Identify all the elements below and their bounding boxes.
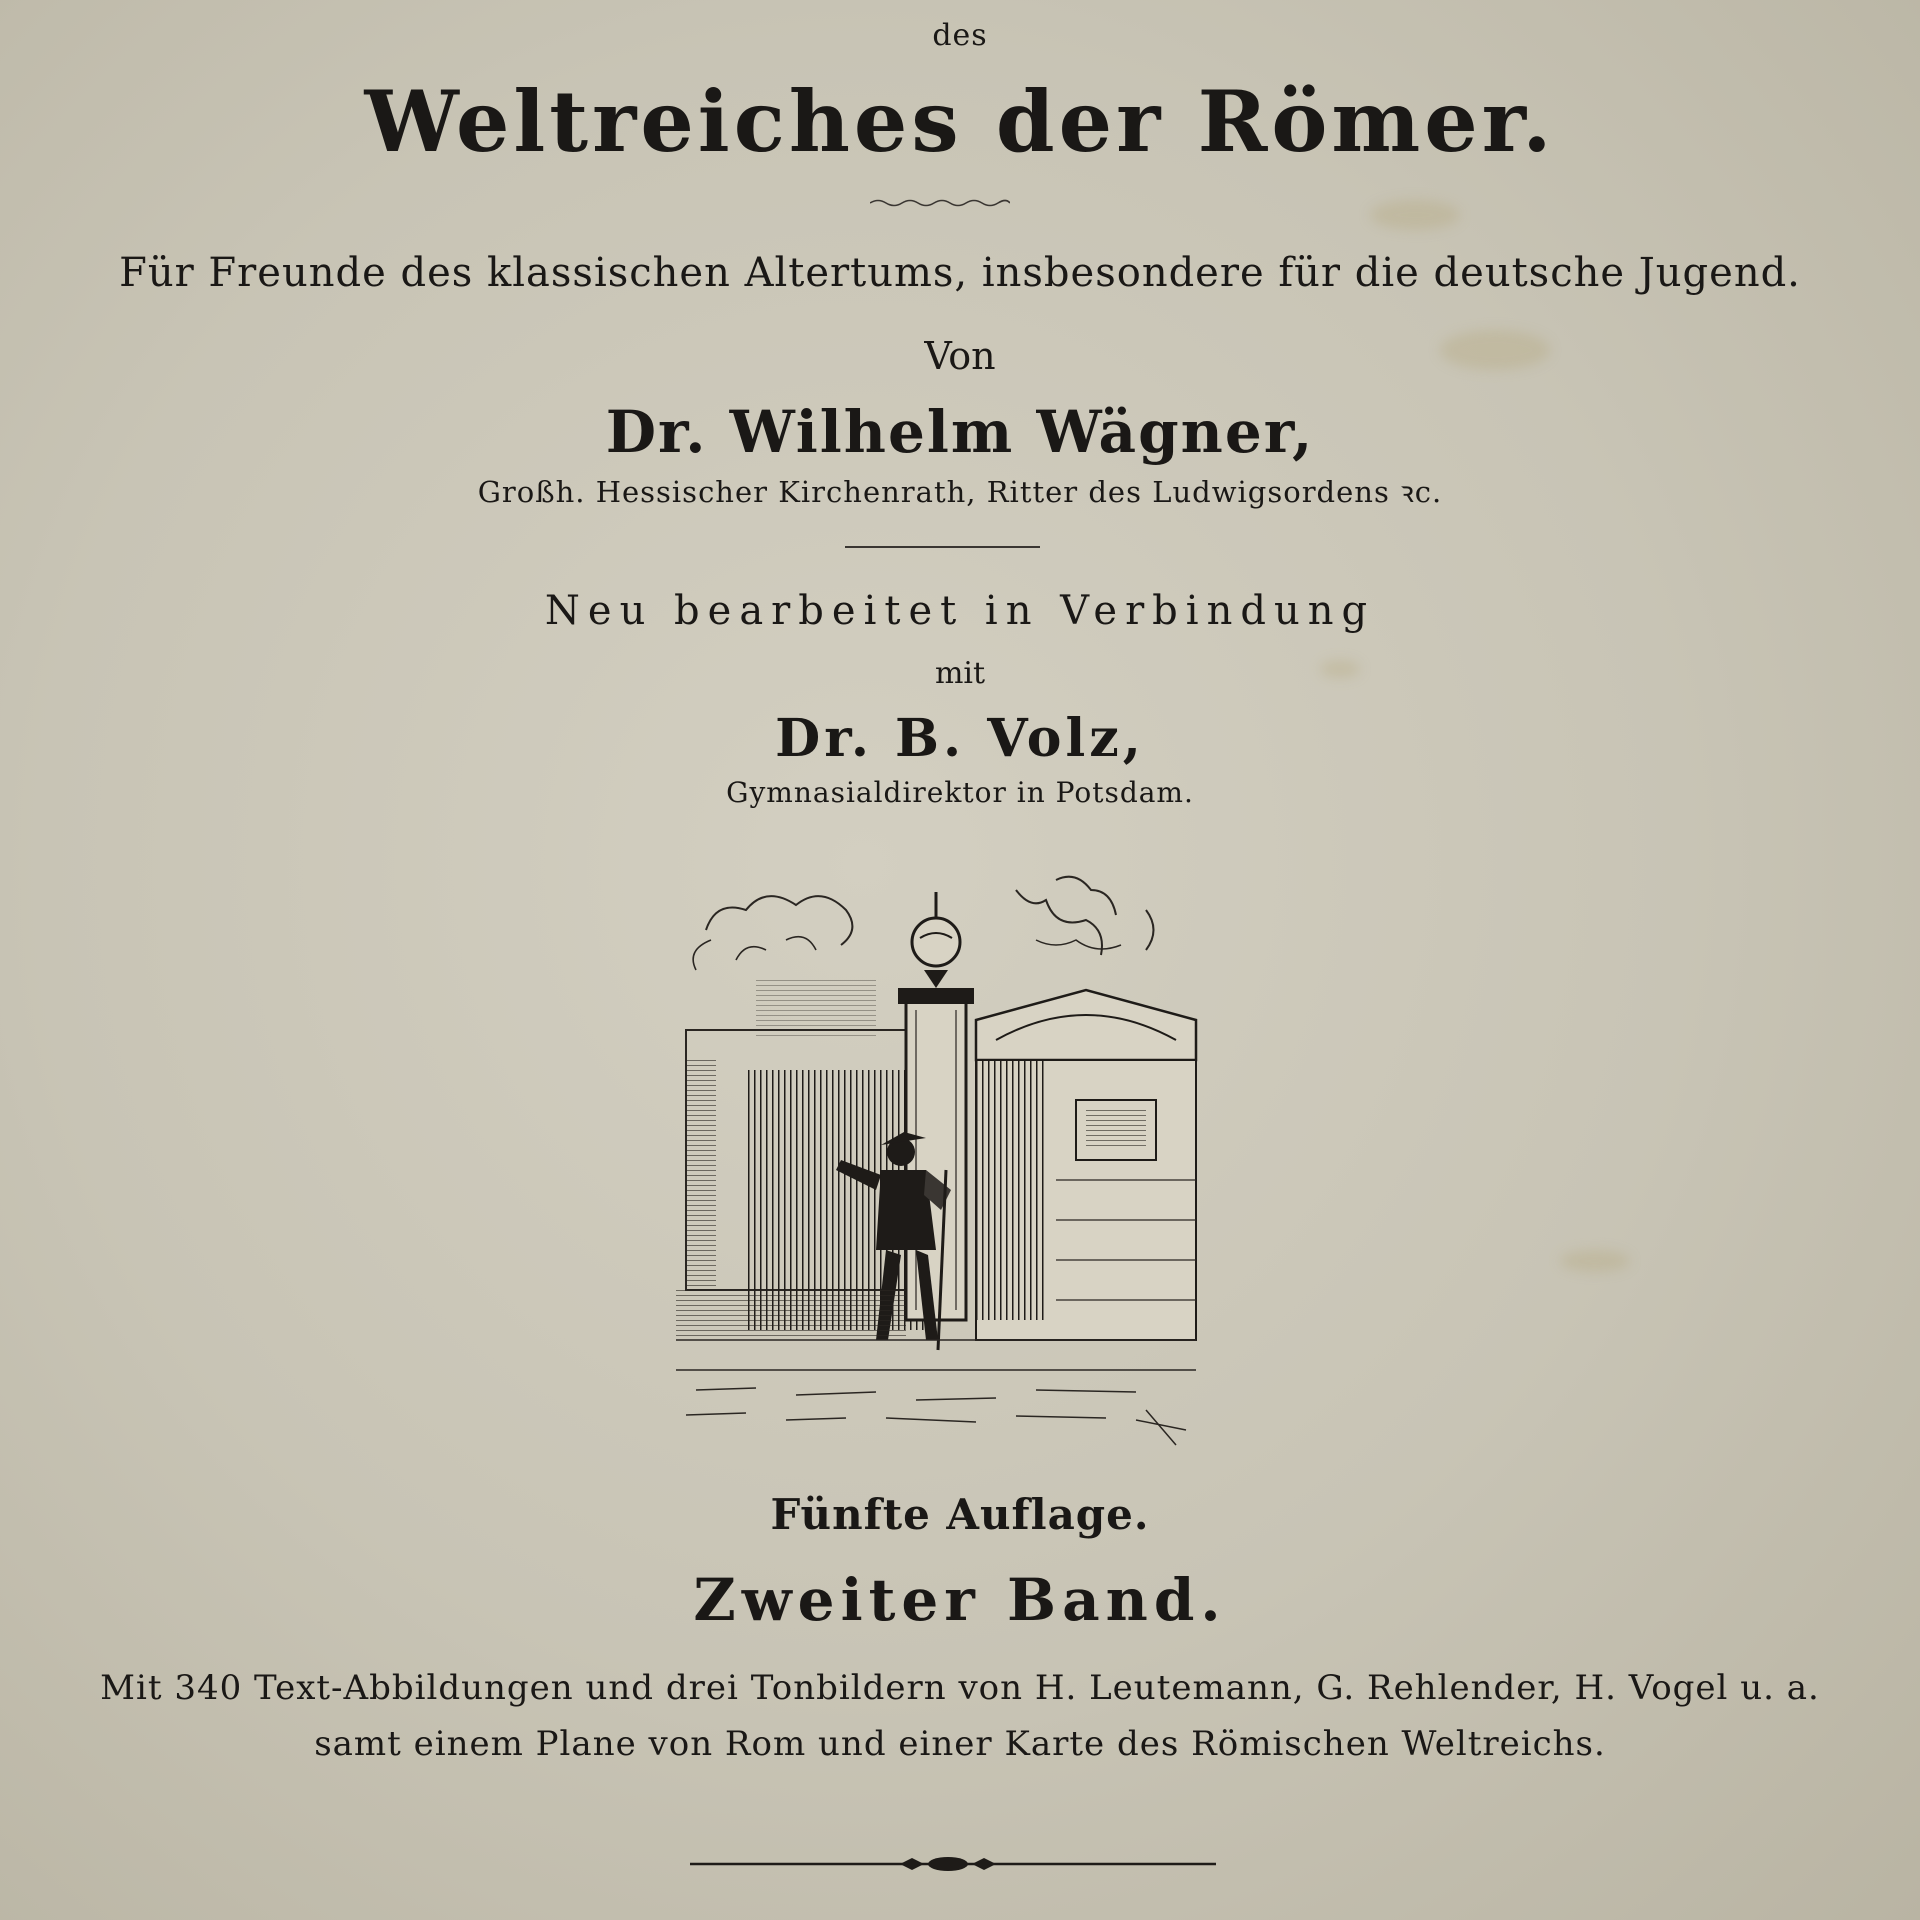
title-flourish [870,196,1010,210]
coauthor-name: Dr. B. Volz, [775,708,1145,769]
illustrations-note-line-1: Mit 340 Text-Abbildungen und drei Tonbildern von H. Leutemann, G. Rehlender, H. Vogel u. a. [100,1668,1820,1708]
article-des: des [932,18,988,53]
engraving-illustration [676,870,1216,1450]
divider-rule [845,546,1040,548]
with-label: mit [934,656,986,691]
illustrations-note-line-2: samt einem Plane von Rom und einer Karte des Römischen Weltreichs. [314,1724,1606,1764]
by-label: Von [924,334,996,378]
coauthor-role: Gymnasialdirektor in Potsdam. [726,776,1194,809]
subtitle: Für Freunde des klassischen Altertums, insbesondere für die deutsche Jugend. [119,250,1801,296]
book-title: Weltreiches der Römer. [364,72,1556,171]
paper-stain [1370,200,1460,230]
paper-stain [1560,1250,1630,1272]
ornamental-rule [690,1852,1216,1876]
author-name: Dr. Wilhelm Wägner, [605,398,1315,466]
edition-label: Fünfte Auflage. [770,1490,1150,1539]
author-role: Großh. Hessischer Kirchenrath, Ritter des Ludwigsordens ꝛc. [477,475,1443,509]
volume-label: Zweiter Band. [693,1566,1227,1634]
revision-note: Neu bearbeitet in Verbindung [544,588,1376,634]
